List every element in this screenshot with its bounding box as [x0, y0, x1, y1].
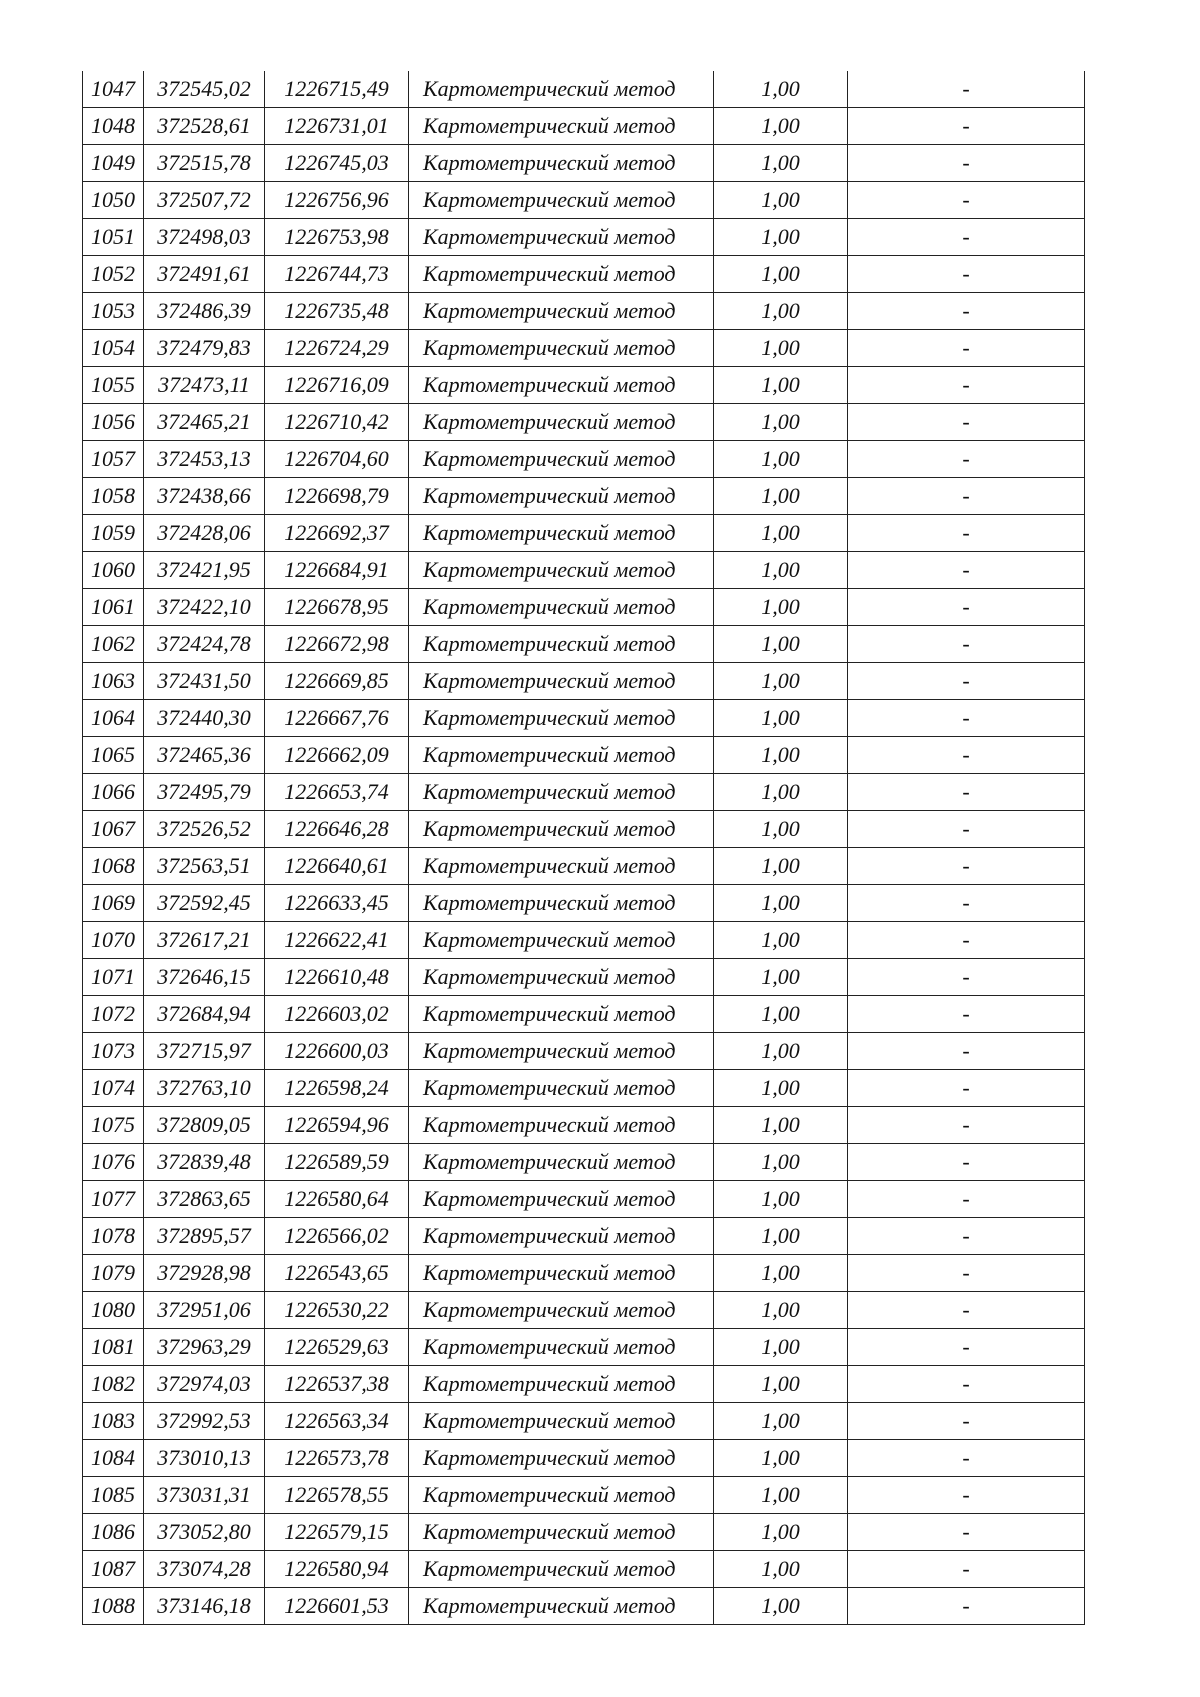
table-row [83, 1366, 1085, 1403]
point-number-cell: 1055 [83, 367, 144, 404]
coordinates-table-body [83, 71, 1085, 1625]
description-cell: - [848, 404, 1085, 441]
accuracy-cell: 1,00 [714, 1403, 848, 1440]
point-number-cell: 1052 [83, 256, 144, 293]
y-coordinate-cell: 1226716,09 [265, 367, 409, 404]
y-coordinate-cell: 1226589,59 [265, 1144, 409, 1181]
table-row [83, 1181, 1085, 1218]
accuracy-cell: 1,00 [714, 626, 848, 663]
point-number-cell: 1078 [83, 1218, 144, 1255]
table-row [83, 1514, 1085, 1551]
table-row [83, 1588, 1085, 1625]
table-row [83, 1292, 1085, 1329]
method-cell: Картометрический метод [409, 441, 714, 478]
description-cell: - [848, 441, 1085, 478]
table-row [83, 811, 1085, 848]
point-number-cell: 1086 [83, 1514, 144, 1551]
method-cell: Картометрический метод [409, 1070, 714, 1107]
point-number-cell: 1051 [83, 219, 144, 256]
point-number-cell: 1047 [83, 71, 144, 108]
point-number-cell: 1065 [83, 737, 144, 774]
point-number-cell: 1081 [83, 1329, 144, 1366]
accuracy-cell: 1,00 [714, 71, 848, 108]
table-row [83, 330, 1085, 367]
table-row [83, 1144, 1085, 1181]
y-coordinate-cell: 1226698,79 [265, 478, 409, 515]
y-coordinate-cell: 1226566,02 [265, 1218, 409, 1255]
y-coordinate-cell: 1226669,85 [265, 663, 409, 700]
y-coordinate-cell: 1226640,61 [265, 848, 409, 885]
method-cell: Картометрический метод [409, 1033, 714, 1070]
accuracy-cell: 1,00 [714, 811, 848, 848]
x-coordinate-cell: 372928,98 [144, 1255, 265, 1292]
table-row [83, 108, 1085, 145]
x-coordinate-cell: 372465,21 [144, 404, 265, 441]
accuracy-cell: 1,00 [714, 848, 848, 885]
accuracy-cell: 1,00 [714, 1477, 848, 1514]
y-coordinate-cell: 1226563,34 [265, 1403, 409, 1440]
x-coordinate-cell: 372465,36 [144, 737, 265, 774]
table-row [83, 478, 1085, 515]
description-cell: - [848, 330, 1085, 367]
accuracy-cell: 1,00 [714, 922, 848, 959]
x-coordinate-cell: 372428,06 [144, 515, 265, 552]
table-row [83, 737, 1085, 774]
point-number-cell: 1084 [83, 1440, 144, 1477]
y-coordinate-cell: 1226735,48 [265, 293, 409, 330]
point-number-cell: 1069 [83, 885, 144, 922]
x-coordinate-cell: 372963,29 [144, 1329, 265, 1366]
x-coordinate-cell: 372563,51 [144, 848, 265, 885]
y-coordinate-cell: 1226600,03 [265, 1033, 409, 1070]
description-cell: - [848, 1070, 1085, 1107]
table-row [83, 71, 1085, 108]
x-coordinate-cell: 372715,97 [144, 1033, 265, 1070]
point-number-cell: 1061 [83, 589, 144, 626]
table-row [83, 1033, 1085, 1070]
accuracy-cell: 1,00 [714, 1440, 848, 1477]
x-coordinate-cell: 372763,10 [144, 1070, 265, 1107]
description-cell: - [848, 1329, 1085, 1366]
table-row [83, 1551, 1085, 1588]
accuracy-cell: 1,00 [714, 108, 848, 145]
y-coordinate-cell: 1226543,65 [265, 1255, 409, 1292]
point-number-cell: 1058 [83, 478, 144, 515]
point-number-cell: 1066 [83, 774, 144, 811]
table-row [83, 589, 1085, 626]
x-coordinate-cell: 372839,48 [144, 1144, 265, 1181]
point-number-cell: 1060 [83, 552, 144, 589]
point-number-cell: 1049 [83, 145, 144, 182]
accuracy-cell: 1,00 [714, 996, 848, 1033]
description-cell: - [848, 1107, 1085, 1144]
table-row [83, 885, 1085, 922]
x-coordinate-cell: 372424,78 [144, 626, 265, 663]
table-row [83, 293, 1085, 330]
method-cell: Картометрический метод [409, 959, 714, 996]
x-coordinate-cell: 372421,95 [144, 552, 265, 589]
accuracy-cell: 1,00 [714, 774, 848, 811]
y-coordinate-cell: 1226710,42 [265, 404, 409, 441]
table-row [83, 145, 1085, 182]
accuracy-cell: 1,00 [714, 1366, 848, 1403]
description-cell: - [848, 922, 1085, 959]
point-number-cell: 1088 [83, 1588, 144, 1625]
y-coordinate-cell: 1226744,73 [265, 256, 409, 293]
x-coordinate-cell: 373146,18 [144, 1588, 265, 1625]
point-number-cell: 1054 [83, 330, 144, 367]
table-row [83, 1218, 1085, 1255]
table-row [83, 1255, 1085, 1292]
point-number-cell: 1068 [83, 848, 144, 885]
accuracy-cell: 1,00 [714, 1181, 848, 1218]
x-coordinate-cell: 372473,11 [144, 367, 265, 404]
point-number-cell: 1079 [83, 1255, 144, 1292]
accuracy-cell: 1,00 [714, 1514, 848, 1551]
accuracy-cell: 1,00 [714, 1144, 848, 1181]
description-cell: - [848, 182, 1085, 219]
x-coordinate-cell: 372495,79 [144, 774, 265, 811]
table-row [83, 626, 1085, 663]
description-cell: - [848, 1255, 1085, 1292]
accuracy-cell: 1,00 [714, 1588, 848, 1625]
table-row [83, 1440, 1085, 1477]
table-row [83, 700, 1085, 737]
accuracy-cell: 1,00 [714, 1255, 848, 1292]
accuracy-cell: 1,00 [714, 182, 848, 219]
table-row [83, 404, 1085, 441]
y-coordinate-cell: 1226704,60 [265, 441, 409, 478]
description-cell: - [848, 1144, 1085, 1181]
x-coordinate-cell: 372951,06 [144, 1292, 265, 1329]
x-coordinate-cell: 372526,52 [144, 811, 265, 848]
y-coordinate-cell: 1226667,76 [265, 700, 409, 737]
method-cell: Картометрический метод [409, 774, 714, 811]
method-cell: Картометрический метод [409, 1551, 714, 1588]
accuracy-cell: 1,00 [714, 293, 848, 330]
x-coordinate-cell: 372507,72 [144, 182, 265, 219]
point-number-cell: 1062 [83, 626, 144, 663]
description-cell: - [848, 959, 1085, 996]
y-coordinate-cell: 1226529,63 [265, 1329, 409, 1366]
method-cell: Картометрический метод [409, 1218, 714, 1255]
table-row [83, 848, 1085, 885]
point-number-cell: 1073 [83, 1033, 144, 1070]
method-cell: Картометрический метод [409, 1366, 714, 1403]
method-cell: Картометрический метод [409, 1329, 714, 1366]
accuracy-cell: 1,00 [714, 1107, 848, 1144]
y-coordinate-cell: 1226653,74 [265, 774, 409, 811]
x-coordinate-cell: 372592,45 [144, 885, 265, 922]
x-coordinate-cell: 373074,28 [144, 1551, 265, 1588]
y-coordinate-cell: 1226580,64 [265, 1181, 409, 1218]
description-cell: - [848, 293, 1085, 330]
description-cell: - [848, 589, 1085, 626]
table-row [83, 256, 1085, 293]
method-cell: Картометрический метод [409, 1292, 714, 1329]
description-cell: - [848, 1551, 1085, 1588]
method-cell: Картометрический метод [409, 108, 714, 145]
description-cell: - [848, 848, 1085, 885]
x-coordinate-cell: 373031,31 [144, 1477, 265, 1514]
method-cell: Картометрический метод [409, 330, 714, 367]
point-number-cell: 1063 [83, 663, 144, 700]
accuracy-cell: 1,00 [714, 515, 848, 552]
point-number-cell: 1059 [83, 515, 144, 552]
method-cell: Картометрический метод [409, 1181, 714, 1218]
y-coordinate-cell: 1226684,91 [265, 552, 409, 589]
y-coordinate-cell: 1226753,98 [265, 219, 409, 256]
x-coordinate-cell: 372617,21 [144, 922, 265, 959]
description-cell: - [848, 626, 1085, 663]
accuracy-cell: 1,00 [714, 1218, 848, 1255]
method-cell: Картометрический метод [409, 811, 714, 848]
y-coordinate-cell: 1226672,98 [265, 626, 409, 663]
description-cell: - [848, 1588, 1085, 1625]
accuracy-cell: 1,00 [714, 959, 848, 996]
y-coordinate-cell: 1226580,94 [265, 1551, 409, 1588]
table-row [83, 1477, 1085, 1514]
table-row [83, 441, 1085, 478]
method-cell: Картометрический метод [409, 1144, 714, 1181]
point-number-cell: 1071 [83, 959, 144, 996]
method-cell: Картометрический метод [409, 1514, 714, 1551]
description-cell: - [848, 515, 1085, 552]
x-coordinate-cell: 372440,30 [144, 700, 265, 737]
y-coordinate-cell: 1226610,48 [265, 959, 409, 996]
method-cell: Картометрический метод [409, 552, 714, 589]
x-coordinate-cell: 372809,05 [144, 1107, 265, 1144]
point-number-cell: 1087 [83, 1551, 144, 1588]
x-coordinate-cell: 372453,13 [144, 441, 265, 478]
description-cell: - [848, 367, 1085, 404]
accuracy-cell: 1,00 [714, 1292, 848, 1329]
point-number-cell: 1067 [83, 811, 144, 848]
accuracy-cell: 1,00 [714, 145, 848, 182]
description-cell: - [848, 256, 1085, 293]
table-row [83, 552, 1085, 589]
method-cell: Картометрический метод [409, 700, 714, 737]
table-row [83, 774, 1085, 811]
x-coordinate-cell: 372498,03 [144, 219, 265, 256]
method-cell: Картометрический метод [409, 663, 714, 700]
y-coordinate-cell: 1226756,96 [265, 182, 409, 219]
point-number-cell: 1072 [83, 996, 144, 1033]
accuracy-cell: 1,00 [714, 1329, 848, 1366]
method-cell: Картометрический метод [409, 848, 714, 885]
accuracy-cell: 1,00 [714, 885, 848, 922]
method-cell: Картометрический метод [409, 737, 714, 774]
description-cell: - [848, 1514, 1085, 1551]
x-coordinate-cell: 372479,83 [144, 330, 265, 367]
y-coordinate-cell: 1226646,28 [265, 811, 409, 848]
accuracy-cell: 1,00 [714, 1070, 848, 1107]
description-cell: - [848, 737, 1085, 774]
point-number-cell: 1057 [83, 441, 144, 478]
accuracy-cell: 1,00 [714, 478, 848, 515]
table-row [83, 515, 1085, 552]
method-cell: Картометрический метод [409, 182, 714, 219]
description-cell: - [848, 1366, 1085, 1403]
accuracy-cell: 1,00 [714, 1033, 848, 1070]
y-coordinate-cell: 1226724,29 [265, 330, 409, 367]
description-cell: - [848, 1403, 1085, 1440]
table-row [83, 1107, 1085, 1144]
table-row [83, 219, 1085, 256]
description-cell: - [848, 1181, 1085, 1218]
accuracy-cell: 1,00 [714, 330, 848, 367]
method-cell: Картометрический метод [409, 293, 714, 330]
table-row [83, 996, 1085, 1033]
description-cell: - [848, 700, 1085, 737]
description-cell: - [848, 1292, 1085, 1329]
point-number-cell: 1080 [83, 1292, 144, 1329]
coordinates-table [82, 71, 1085, 1625]
method-cell: Картометрический метод [409, 1440, 714, 1477]
x-coordinate-cell: 372528,61 [144, 108, 265, 145]
y-coordinate-cell: 1226594,96 [265, 1107, 409, 1144]
accuracy-cell: 1,00 [714, 552, 848, 589]
table-row [83, 1329, 1085, 1366]
table-row [83, 1403, 1085, 1440]
table-row [83, 663, 1085, 700]
method-cell: Картометрический метод [409, 515, 714, 552]
description-cell: - [848, 1477, 1085, 1514]
description-cell: - [848, 811, 1085, 848]
point-number-cell: 1050 [83, 182, 144, 219]
accuracy-cell: 1,00 [714, 589, 848, 626]
y-coordinate-cell: 1226662,09 [265, 737, 409, 774]
method-cell: Картометрический метод [409, 1107, 714, 1144]
x-coordinate-cell: 372684,94 [144, 996, 265, 1033]
description-cell: - [848, 1033, 1085, 1070]
method-cell: Картометрический метод [409, 1477, 714, 1514]
point-number-cell: 1074 [83, 1070, 144, 1107]
method-cell: Картометрический метод [409, 626, 714, 663]
y-coordinate-cell: 1226745,03 [265, 145, 409, 182]
description-cell: - [848, 145, 1085, 182]
accuracy-cell: 1,00 [714, 1551, 848, 1588]
description-cell: - [848, 1218, 1085, 1255]
y-coordinate-cell: 1226578,55 [265, 1477, 409, 1514]
point-number-cell: 1076 [83, 1144, 144, 1181]
method-cell: Картометрический метод [409, 404, 714, 441]
x-coordinate-cell: 372486,39 [144, 293, 265, 330]
point-number-cell: 1075 [83, 1107, 144, 1144]
description-cell: - [848, 71, 1085, 108]
method-cell: Картометрический метод [409, 478, 714, 515]
x-coordinate-cell: 372422,10 [144, 589, 265, 626]
method-cell: Картометрический метод [409, 71, 714, 108]
description-cell: - [848, 219, 1085, 256]
point-number-cell: 1053 [83, 293, 144, 330]
method-cell: Картометрический метод [409, 256, 714, 293]
description-cell: - [848, 108, 1085, 145]
x-coordinate-cell: 373010,13 [144, 1440, 265, 1477]
y-coordinate-cell: 1226633,45 [265, 885, 409, 922]
x-coordinate-cell: 372974,03 [144, 1366, 265, 1403]
method-cell: Картометрический метод [409, 589, 714, 626]
y-coordinate-cell: 1226692,37 [265, 515, 409, 552]
point-number-cell: 1083 [83, 1403, 144, 1440]
y-coordinate-cell: 1226573,78 [265, 1440, 409, 1477]
method-cell: Картометрический метод [409, 367, 714, 404]
description-cell: - [848, 996, 1085, 1033]
x-coordinate-cell: 372992,53 [144, 1403, 265, 1440]
y-coordinate-cell: 1226579,15 [265, 1514, 409, 1551]
description-cell: - [848, 552, 1085, 589]
accuracy-cell: 1,00 [714, 441, 848, 478]
y-coordinate-cell: 1226603,02 [265, 996, 409, 1033]
method-cell: Картометрический метод [409, 1588, 714, 1625]
method-cell: Картометрический метод [409, 145, 714, 182]
description-cell: - [848, 774, 1085, 811]
point-number-cell: 1056 [83, 404, 144, 441]
accuracy-cell: 1,00 [714, 219, 848, 256]
table-row [83, 367, 1085, 404]
x-coordinate-cell: 372895,57 [144, 1218, 265, 1255]
y-coordinate-cell: 1226678,95 [265, 589, 409, 626]
table-row [83, 922, 1085, 959]
point-number-cell: 1082 [83, 1366, 144, 1403]
point-number-cell: 1077 [83, 1181, 144, 1218]
accuracy-cell: 1,00 [714, 737, 848, 774]
accuracy-cell: 1,00 [714, 700, 848, 737]
method-cell: Картометрический метод [409, 922, 714, 959]
x-coordinate-cell: 372545,02 [144, 71, 265, 108]
x-coordinate-cell: 372491,61 [144, 256, 265, 293]
method-cell: Картометрический метод [409, 1255, 714, 1292]
method-cell: Картометрический метод [409, 1403, 714, 1440]
method-cell: Картометрический метод [409, 996, 714, 1033]
point-number-cell: 1048 [83, 108, 144, 145]
x-coordinate-cell: 372515,78 [144, 145, 265, 182]
description-cell: - [848, 1440, 1085, 1477]
y-coordinate-cell: 1226622,41 [265, 922, 409, 959]
point-number-cell: 1064 [83, 700, 144, 737]
point-number-cell: 1085 [83, 1477, 144, 1514]
y-coordinate-cell: 1226598,24 [265, 1070, 409, 1107]
description-cell: - [848, 885, 1085, 922]
method-cell: Картометрический метод [409, 219, 714, 256]
y-coordinate-cell: 1226715,49 [265, 71, 409, 108]
x-coordinate-cell: 373052,80 [144, 1514, 265, 1551]
accuracy-cell: 1,00 [714, 367, 848, 404]
y-coordinate-cell: 1226537,38 [265, 1366, 409, 1403]
table-row [83, 959, 1085, 996]
accuracy-cell: 1,00 [714, 663, 848, 700]
description-cell: - [848, 663, 1085, 700]
accuracy-cell: 1,00 [714, 256, 848, 293]
x-coordinate-cell: 372431,50 [144, 663, 265, 700]
x-coordinate-cell: 372863,65 [144, 1181, 265, 1218]
point-number-cell: 1070 [83, 922, 144, 959]
y-coordinate-cell: 1226530,22 [265, 1292, 409, 1329]
x-coordinate-cell: 372646,15 [144, 959, 265, 996]
description-cell: - [848, 478, 1085, 515]
y-coordinate-cell: 1226601,53 [265, 1588, 409, 1625]
table-row [83, 1070, 1085, 1107]
method-cell: Картометрический метод [409, 885, 714, 922]
accuracy-cell: 1,00 [714, 404, 848, 441]
y-coordinate-cell: 1226731,01 [265, 108, 409, 145]
x-coordinate-cell: 372438,66 [144, 478, 265, 515]
table-row [83, 182, 1085, 219]
